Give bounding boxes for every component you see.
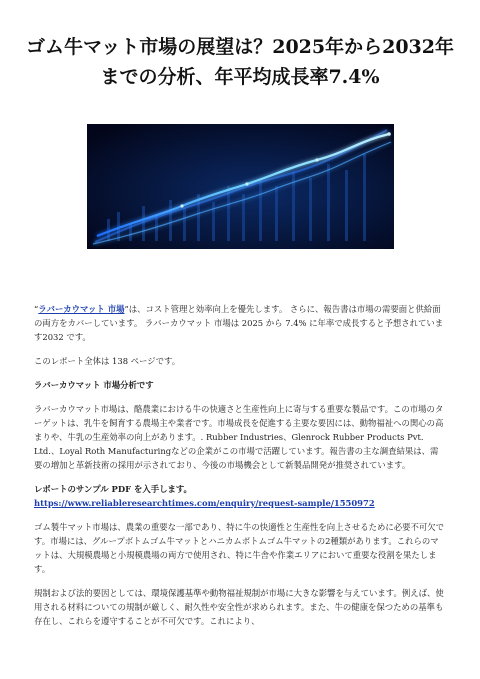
market-link[interactable]: ラバーカウマット 市場 [38,304,125,314]
glowing-trend-line-graphic [87,124,394,249]
page-count-paragraph: このレポート全体は 138 ページです。 [34,356,181,366]
types-paragraph: ゴム製牛マット市場は、農業の重要な一部であり、特に牛の快適性と生産性を向上させるために必要不可欠です。市場には、グループボトムゴム牛マットとハニカムボトムゴム牛マットの2種類があります。これらのマットは、大規模農場と小規模農場の両方で使用され、特に牛舎や作業エリアにおいて重要な役割を果たします。 [34,522,445,574]
analysis-heading: ラバーカウマット 市場分析です [34,380,154,390]
sample-label: レポートのサンプル PDF を入手します。 [34,484,192,494]
hero-image [87,124,394,249]
intro-paragraph: “ラバーカウマット 市場”は、コスト管理と効率向上を優先します。 さらに、報告書は市場の需要面と供給面の両方をカバーしています。 ラバーカウマット 市場は 2025 から 7.4% に年率で成長すると予想されています2032 です。 [34,304,444,342]
analysis-paragraph: ラバーカウマット市場は、酪農業における牛の快適さと生産性向上に寄与する重要な製品です。この市場のターゲットは、乳牛を飼育する農場主や業者です。市場成長を促進する主要な要因には、動物福祉への関心の高まりや、牛乳の生産効率の向上があります。. Rubber Industries、Glenrock Rubber Products Pvt. Ltd.、Loyal Roth Manufacturingなどの企業がこの市場で活躍しています。報告書の主な調査結果は、需要の増加と革新技術の採用が示されており、今後の市場機会として新製品開発が推奨されています。 [34,404,444,470]
page-title [20,32,460,92]
article-body [34,302,446,638]
title-line-2: までの分析、年平均成長率7.4% [100,66,380,88]
regulation-paragraph: 規制および法的要因としては、環境保護基準や動物福祉規制が市場に大きな影響を与えています。例えば、使用される材料についての規制が厳しく、耐久性や安全性が求められます。また、牛の健康を保つための基準も存在し、これらを遵守することが不可欠です。これにより、 [34,588,444,626]
sample-paragraph [34,482,446,510]
sample-link[interactable]: https://www.reliableresearchtimes.com/enquiry/request-sample/1550972 [34,498,375,508]
title-line-1: ゴム牛マット市場の展望は？2025年から2032年 [25,36,454,58]
